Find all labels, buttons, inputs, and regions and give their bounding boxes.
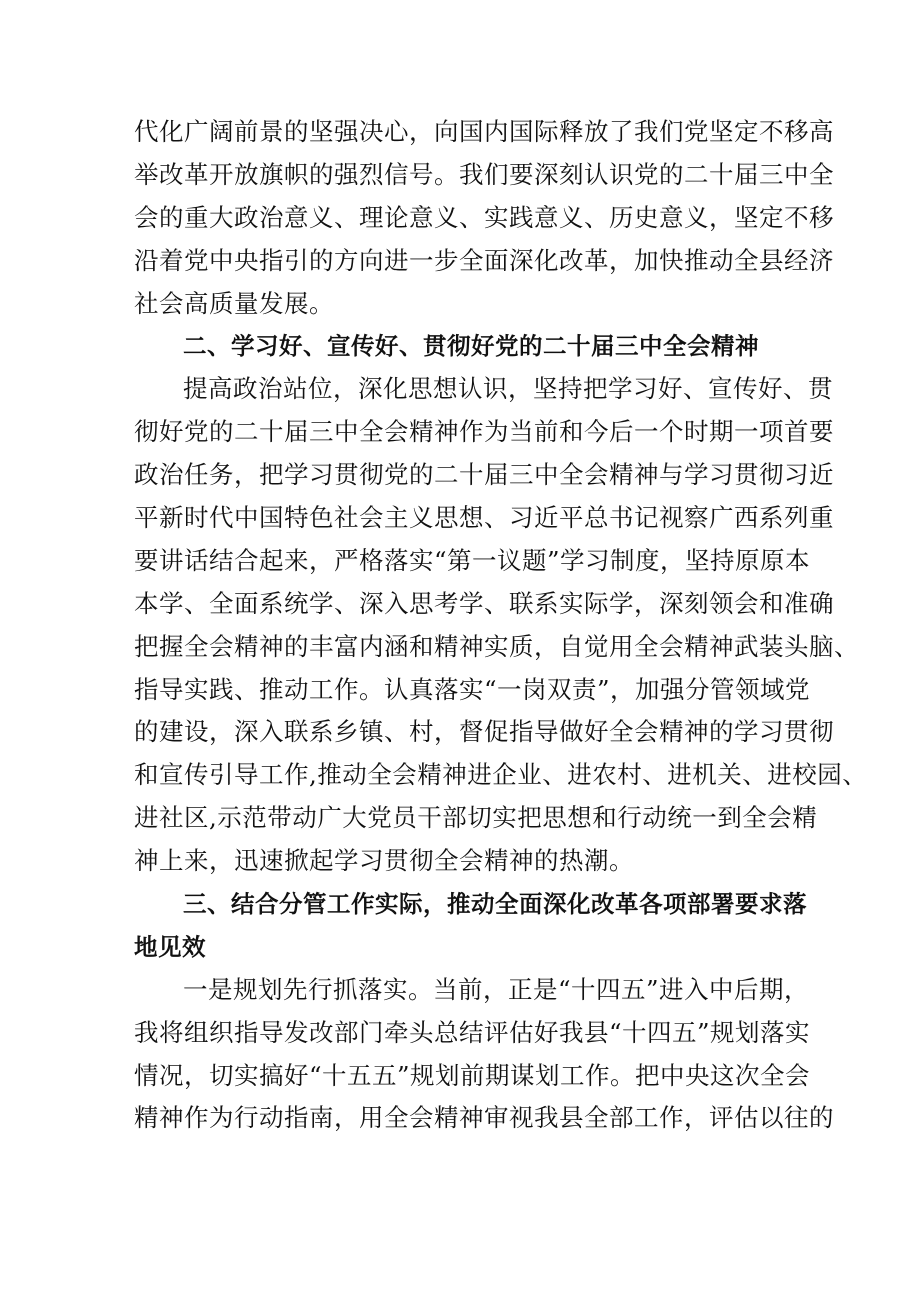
body-text-line: 把握全会精神的丰富内涵和精神实质，自觉用全会精神武装头脑、 [134,631,859,661]
body-text-line: 指导实践、推动工作。认真落实“一岗双责”，加强分管领域党 [134,674,811,704]
body-text-line: 沿着党中央指引的方向进一步全面深化改革，加快推动全县经济 [134,245,834,275]
body-text-line: 本学、全面系统学、深入思考学、联系实际学，深刻领会和准确 [134,588,834,618]
body-text-line: 平新时代中国特色社会主义思想、习近平总书记视察广西系列重 [134,503,834,533]
body-text-line: 要讲话结合起来，严格落实“第一议题”学习制度，坚持原原本 [134,545,811,575]
body-text-line: 的建设，深入联系乡镇、村，督促指导做好全会精神的学习贯彻 [134,717,834,747]
section-heading-3-continued: 地见效 [134,932,206,961]
body-text-line: 情况，切实搞好“十五五”规划前期谋划工作。把中央这次全会 [134,1060,811,1090]
body-text-line: 提高政治站位，深化思想认识，坚持把学习好、宣传好、贯 [183,374,833,404]
body-text-line: 我将组织指导发改部门牵头总结评估好我县“十四五”规划落实 [134,1017,811,1047]
body-text-line: 代化广阔前景的坚强决心，向国内国际释放了我们党坚定不移高 [134,117,834,146]
body-text-line: 彻好党的二十届三中全会精神作为当前和今后一个时期一项首要 [134,417,834,447]
section-heading-2: 二、学习好、宣传好、贯彻好党的二十届三中全会精神 [183,332,759,361]
body-text-line: 和宣传引导工作,推动全会精神进企业、进农村、进机关、进校园、 [134,760,868,790]
section-heading-3: 三、结合分管工作实际，推动全面深化改革各项部署要求落 [183,890,807,919]
body-text-line: 会的重大政治意义、理论意义、实践意义、历史意义，坚定不移 [134,202,834,232]
body-text-line: 精神作为行动指南，用全会精神审视我县全部工作，评估以往的 [134,1103,834,1133]
body-text-line: 一是规划先行抓落实。当前，正是“十四五”进入中后期， [183,974,810,1004]
body-text-line: 社会高质量发展。 [134,288,334,318]
body-text-line: 进社区,示范带动广大党员干部切实把思想和行动统一到全会精 [134,803,818,833]
body-text-line: 政治任务，把学习贯彻党的二十届三中全会精神与学习贯彻习近 [134,460,834,490]
document-page [134,111,868,1140]
body-text-line: 神上来，迅速掀起学习贯彻全会精神的热潮。 [134,846,634,876]
body-text-line: 举改革开放旗帜的强烈信号。我们要深刻认识党的二十届三中全 [134,159,834,189]
